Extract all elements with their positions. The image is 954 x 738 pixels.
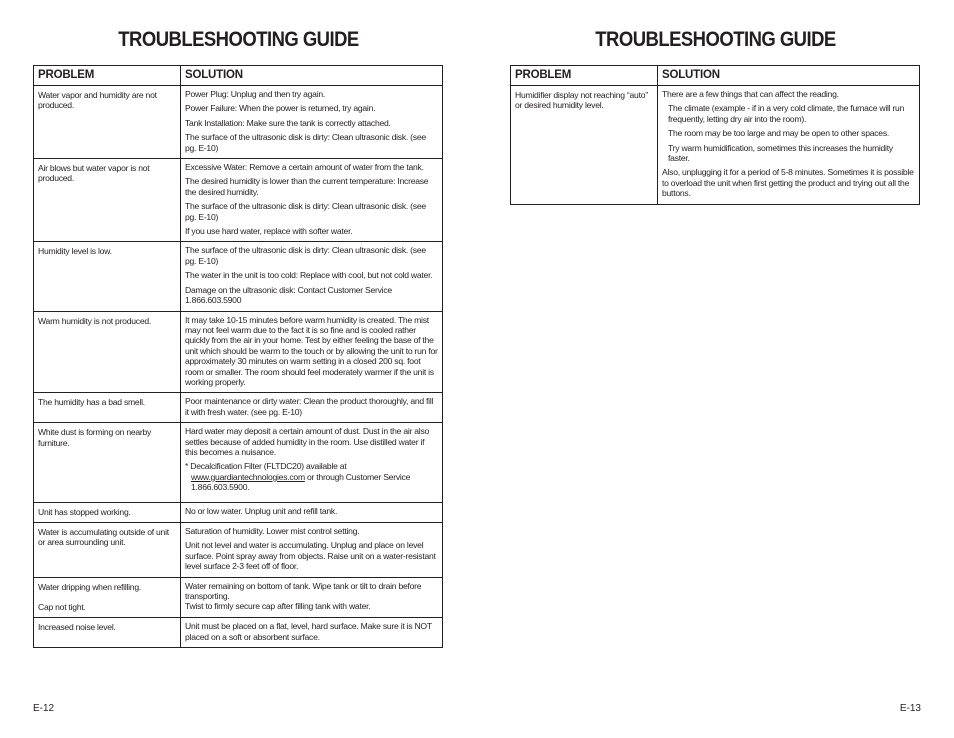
solution-line: Unit must be placed on a flat, level, hard surface. Make sure it is NOT placed on a soft or absorbent surface.: [185, 621, 432, 642]
table-header-row: [34, 66, 443, 86]
solution-line: The desired humidity is lower than the current temperature: Increase the desired humidity.: [185, 176, 429, 197]
solution-line: Excessive Water: Remove a certain amount of water from the tank.: [185, 162, 424, 173]
troubleshooting-table: [33, 65, 443, 648]
solution-line: It may take 10-15 minutes before warm humidity is created. The mist may not feel warm due to the fact it is so fine and is cooled rather quickly from the air in your home. Test by either feeling the base of the unit which should be warm to the touch or by allowing the unit to run for approximately 30 minutes on warm setting in a closed 200 sq. foot room or smaller. The room should feel moderately warmer if the unit is working properly.: [185, 314, 438, 387]
problem-cell: White dust is forming on nearby furniture.: [34, 423, 181, 502]
solution-item: The climate (example - if in a very cold climate, the furnace will run frequently, letting dry air into the room).: [668, 103, 905, 124]
problem-cell: Water is accumulating outside of unit or area surrounding unit.: [34, 523, 181, 578]
problem-line: Cap not tight.: [38, 602, 86, 613]
problem-cell: Unit has stopped working.: [34, 502, 181, 522]
filter-note: [185, 461, 438, 492]
table-row: [34, 242, 443, 311]
filter-note-suffix: or through Customer Service 1.866.603.5900.: [191, 471, 411, 493]
table-row: [34, 618, 443, 648]
problem-cell: Increased noise level.: [34, 618, 181, 648]
solution-header: SOLUTION: [181, 66, 443, 86]
solution-cell: [181, 86, 443, 159]
page-number: E-12: [33, 703, 55, 714]
table-row: [34, 159, 443, 242]
problem-header: PROBLEM: [34, 66, 181, 86]
solution-cell: [181, 523, 443, 578]
page-title: TROUBLESHOOTING GUIDE: [118, 28, 359, 51]
troubleshooting-table: [510, 65, 920, 205]
problem-cell: The humidity has a bad smell.: [34, 393, 181, 423]
solution-cell: [181, 159, 443, 242]
solution-cell: [181, 423, 443, 502]
solution-line: Poor maintenance or dirty water: Clean the product thoroughly, and fill it with fresh water. (see pg. E-10): [185, 396, 434, 417]
solution-line: Twist to firmly secure cap after filling tank with water.: [185, 601, 371, 612]
solution-intro: There are a few things that can affect the reading.: [662, 89, 839, 99]
solution-cell: [181, 311, 443, 393]
table-header-row: [511, 66, 920, 86]
problem-cell: Humidity level is low.: [34, 242, 181, 311]
page-number: E-13: [899, 703, 921, 714]
solution-line: Power Plug: Unplug and then try again.: [185, 89, 326, 99]
problem-header: PROBLEM: [511, 66, 658, 86]
table-row: [34, 393, 443, 423]
page-title: TROUBLESHOOTING GUIDE: [595, 28, 836, 51]
solution-line: If you use hard water, replace with softer water.: [185, 226, 353, 237]
table-row: [34, 86, 443, 159]
solution-cell: [181, 393, 443, 423]
solution-line: The surface of the ultrasonic disk is dirty: Clean ultrasonic disk. (see pg. E-10): [185, 132, 426, 153]
problem-cell: Water vapor and humidity are not produced.: [34, 86, 181, 159]
solution-line: Water remaining on bottom of tank. Wipe tank or tilt to drain before transporting.: [185, 580, 422, 602]
solution-cell: [181, 618, 443, 648]
solution-line: Power Failure: When the power is returned, try again.: [185, 103, 376, 114]
solution-line: No or low water. Unplug unit and refill tank.: [185, 505, 338, 516]
solution-cell: [658, 86, 920, 205]
problem-cell: Humidifier display not reaching “auto” or desired humidity level.: [511, 86, 658, 205]
filter-note-prefix: * Decalcification Filter (FLTDC20) available at: [185, 461, 347, 472]
website-link[interactable]: www.guardiantechnologies.com: [191, 471, 305, 482]
solution-line: The surface of the ultrasonic disk is dirty: Clean ultrasonic disk. (see pg. E-10): [185, 201, 426, 222]
solution-cell: [181, 577, 443, 618]
problem-line: Water dripping when refilling.: [38, 581, 141, 592]
problem-cell: Warm humidity is not produced.: [34, 311, 181, 393]
table-row: [34, 423, 443, 502]
problem-cell: [34, 577, 181, 618]
solution-line: Saturation of humidity. Lower mist control setting.: [185, 526, 360, 536]
solution-line: The surface of the ultrasonic disk is dirty: Clean ultrasonic disk. (see pg. E-10): [185, 245, 426, 266]
solution-line: The water in the unit is too cold: Replace with cool, but not cold water.: [185, 270, 433, 281]
solution-line: Tank Installation: Make sure the tank is correctly attached.: [185, 117, 391, 128]
solution-header: SOLUTION: [658, 66, 920, 86]
solution-item: The room may be too large and may be open to other spaces.: [668, 128, 890, 139]
solution-cell: [181, 502, 443, 522]
table-row: [34, 311, 443, 393]
solution-line: Damage on the ultrasonic disk: Contact Customer Service 1.866.603.5900: [185, 284, 392, 306]
solution-line: Unit not level and water is accumulating. Unplug and place on level surface. Point spray away from objects. Raise unit on a water-resistant level surface 2-3 feet off of floor.: [185, 540, 436, 572]
table-row: [511, 86, 920, 205]
solution-outro: Also, unplugging it for a period of 5-8 minutes. Sometimes it is possible to overload the unit when first getting the product and trying out all the buttons.: [662, 167, 914, 199]
solution-cell: [181, 242, 443, 311]
table-row: [34, 523, 443, 578]
table-row: [34, 502, 443, 522]
solution-line: Hard water may deposit a certain amount of dust. Dust in the air also settles because of added humidity in the room. Use distilled water if this becomes a nuisance.: [185, 426, 430, 457]
solution-item: Try warm humidification, sometimes this increases the humidity faster.: [668, 142, 893, 164]
table-row: [34, 577, 443, 618]
problem-cell: Air blows but water vapor is not produced.: [34, 159, 181, 242]
